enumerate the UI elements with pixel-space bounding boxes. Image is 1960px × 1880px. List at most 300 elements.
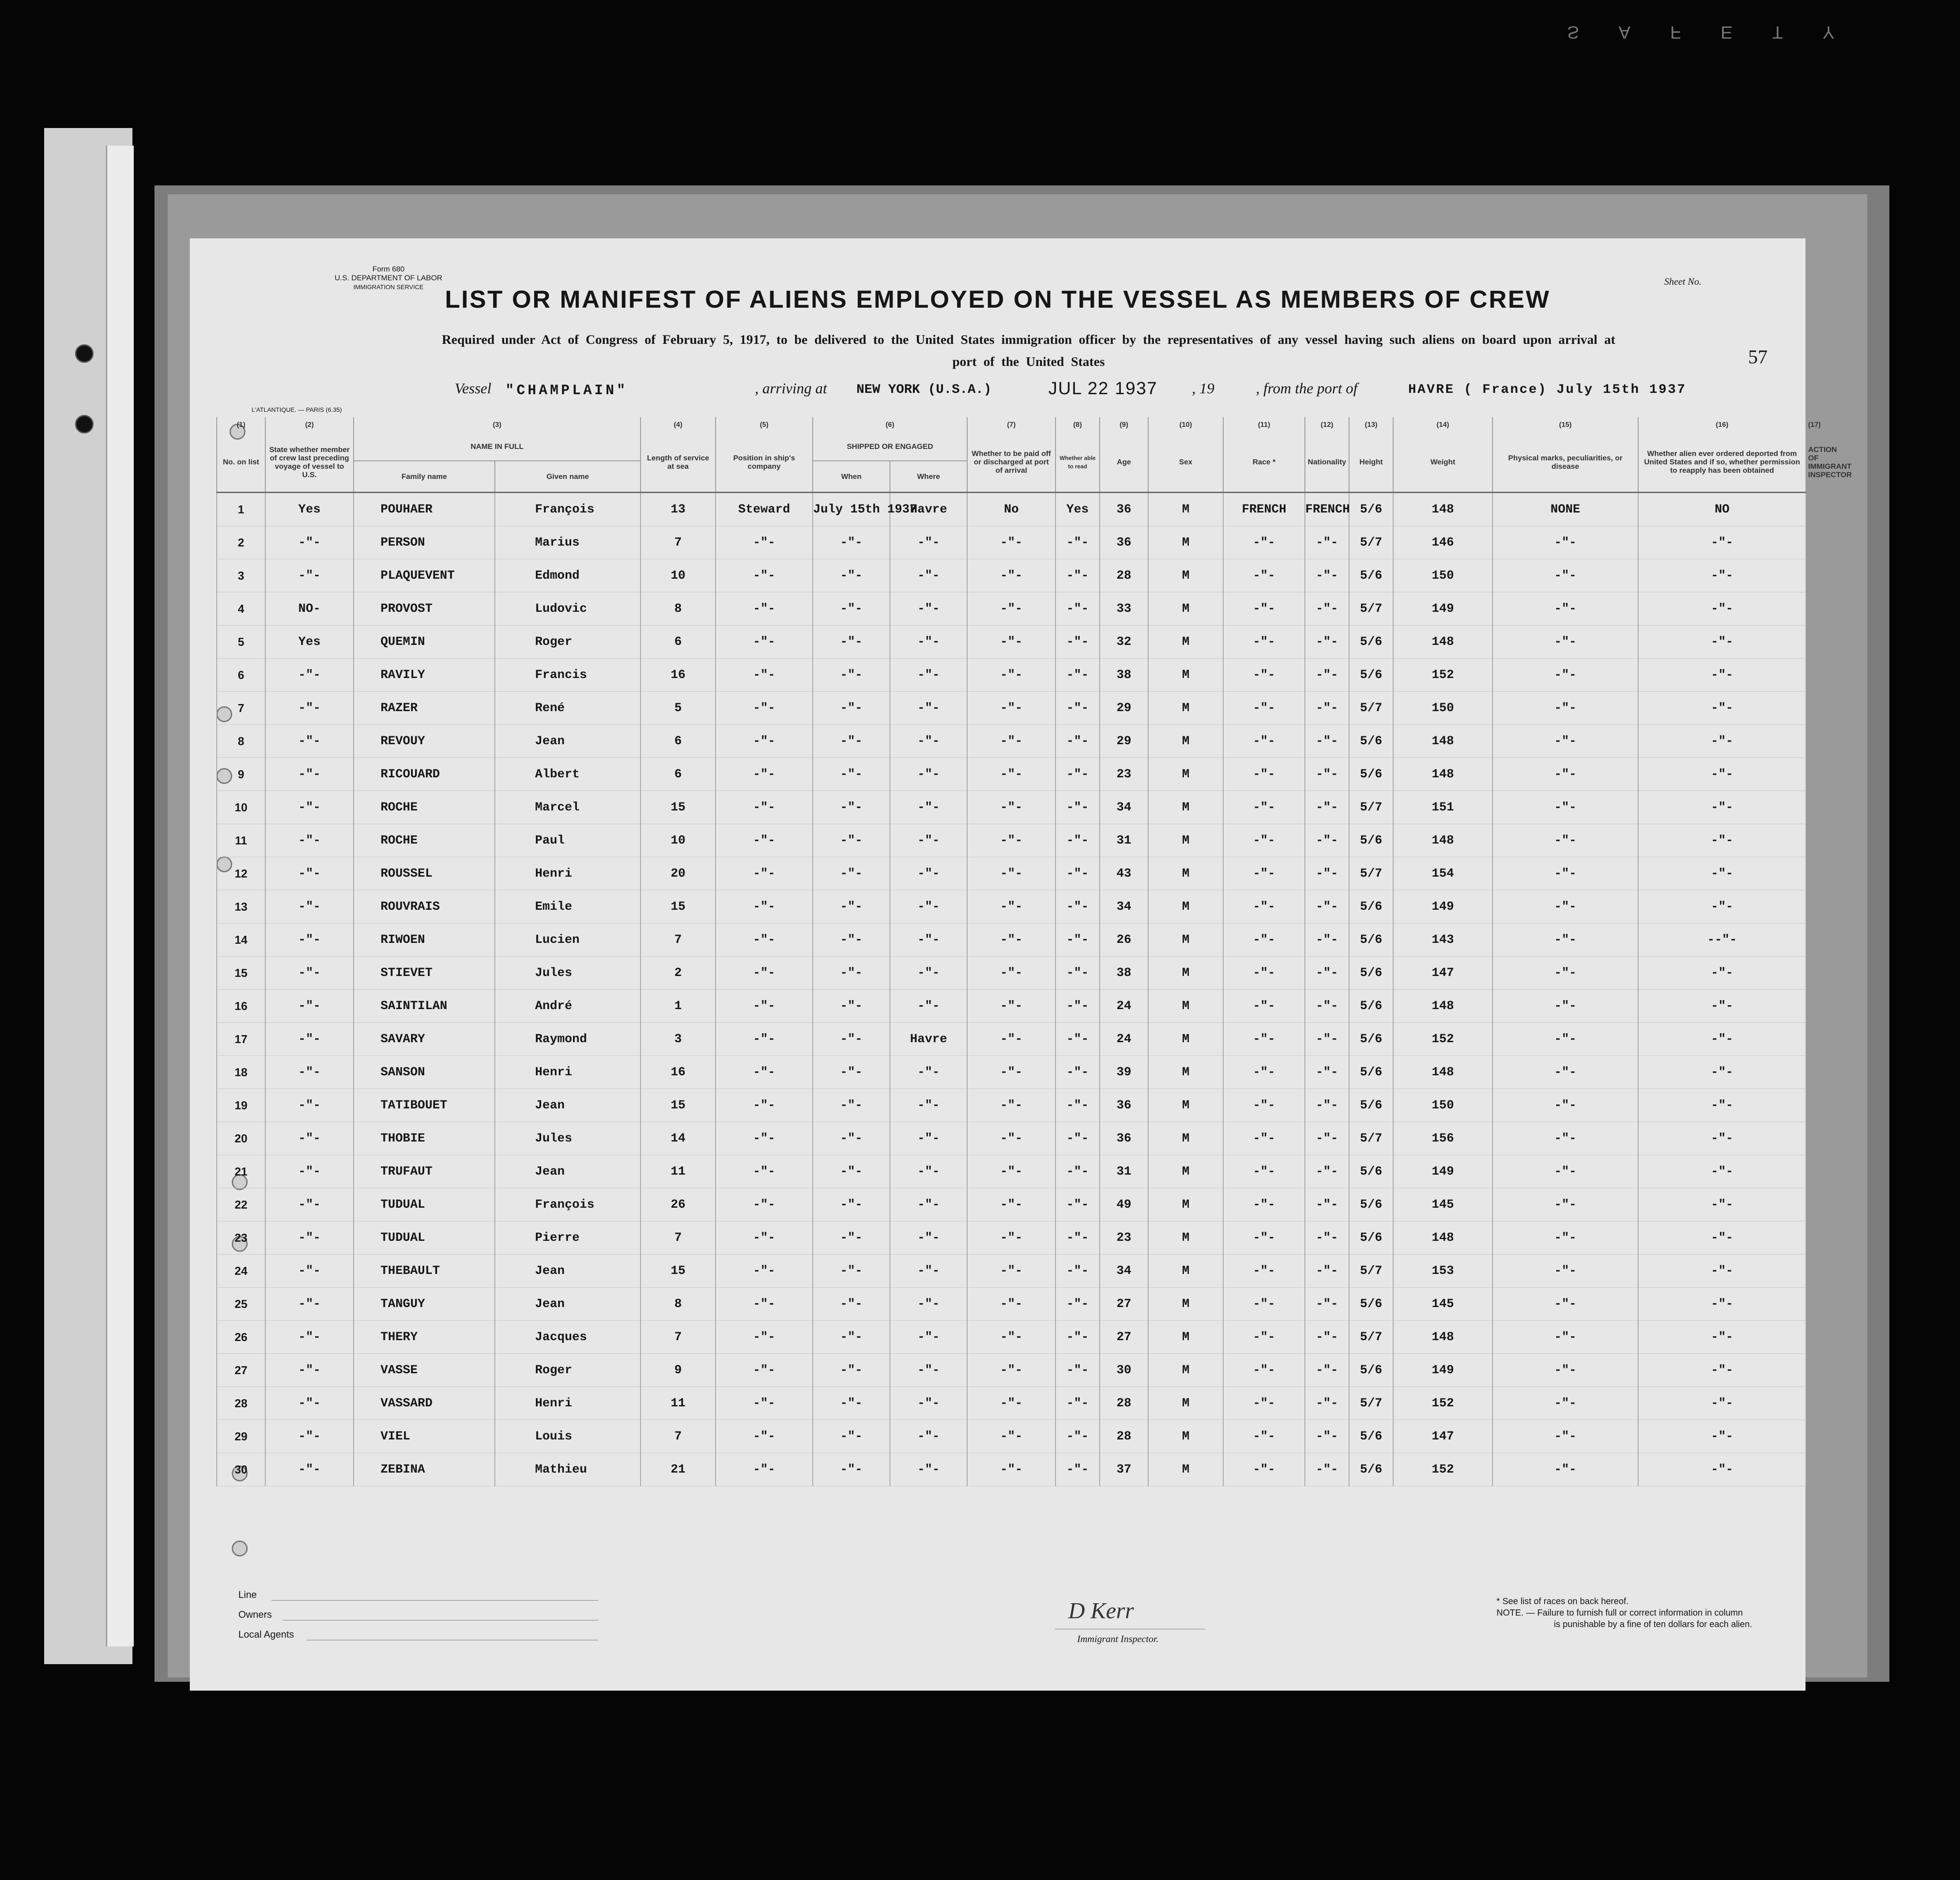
cell-prior-voyage: -"- xyxy=(265,1387,354,1420)
cell-able-to-read: -"- xyxy=(1055,1288,1100,1321)
cell-prior-voyage: -"- xyxy=(265,791,354,824)
cell-shipped-where: Havre xyxy=(890,1023,967,1056)
cell-height: 5/6 xyxy=(1349,1155,1393,1188)
cell-service-length: 16 xyxy=(641,1056,716,1089)
cell-nationality: -"- xyxy=(1305,957,1349,990)
cell-family-name: TUDUAL xyxy=(354,1188,495,1221)
cell-given-name: Jacques xyxy=(495,1321,641,1354)
cell-age: 38 xyxy=(1100,957,1148,990)
cell-nationality: -"- xyxy=(1305,592,1349,625)
cell-given-name: Francis xyxy=(495,659,641,692)
crew-rows xyxy=(217,493,1806,1486)
cell-shipped-where: -"- xyxy=(890,559,967,592)
cell-weight: 143 xyxy=(1393,923,1493,957)
cell-prior-voyage: -"- xyxy=(265,1255,354,1288)
cell-given-name: Marcel xyxy=(495,791,641,824)
cell-race: -"- xyxy=(1223,890,1305,923)
cell-nationality: -"- xyxy=(1305,857,1349,890)
cell-height: 5/6 xyxy=(1349,493,1393,526)
cell-race: -"- xyxy=(1223,1023,1305,1056)
header-name-in-full: NAME IN FULL xyxy=(354,432,641,461)
cell-shipped-when: -"- xyxy=(813,890,890,923)
header-sex: Sex xyxy=(1148,432,1223,493)
cell-paid-off: -"- xyxy=(967,1188,1055,1221)
cell-paid-off: -"- xyxy=(967,1255,1055,1288)
cell-deported: -"- xyxy=(1638,758,1806,791)
cell-shipped-when: -"- xyxy=(813,1255,890,1288)
cell-prior-voyage: -"- xyxy=(265,857,354,890)
cell-row-number: 25 xyxy=(217,1288,265,1321)
cell-row-number: 3 xyxy=(217,559,265,592)
cell-height: 5/6 xyxy=(1349,1221,1393,1255)
cell-shipped-when: -"- xyxy=(813,1453,890,1486)
cell-age: 49 xyxy=(1100,1188,1148,1221)
cell-race: -"- xyxy=(1223,990,1305,1023)
cell-paid-off: -"- xyxy=(967,1089,1055,1122)
cell-nationality: -"- xyxy=(1305,1255,1349,1288)
cell-nationality: -"- xyxy=(1305,990,1349,1023)
cell-shipped-when: -"- xyxy=(813,1221,890,1255)
cell-physical-marks: -"- xyxy=(1493,923,1638,957)
cell-nationality: -"- xyxy=(1305,1420,1349,1453)
cell-paid-off: -"- xyxy=(967,791,1055,824)
cell-position: -"- xyxy=(716,1420,813,1453)
arrival-date-stamp: JUL 22 1937 xyxy=(1048,379,1158,398)
cell-able-to-read: -"- xyxy=(1055,1255,1100,1288)
cell-weight: 149 xyxy=(1393,1354,1493,1387)
cell-service-length: 7 xyxy=(641,526,716,559)
cell-nationality: FRENCH xyxy=(1305,493,1349,526)
cell-age: 39 xyxy=(1100,1056,1148,1089)
cell-physical-marks: -"- xyxy=(1493,1420,1638,1453)
cell-deported: -"- xyxy=(1638,1155,1806,1188)
cell-race: -"- xyxy=(1223,1354,1305,1387)
cell-physical-marks: -"- xyxy=(1493,1155,1638,1188)
cell-prior-voyage: -"- xyxy=(265,1023,354,1056)
cell-deported: -"- xyxy=(1638,1221,1806,1255)
cell-height: 5/6 xyxy=(1349,1288,1393,1321)
cell-given-name: Lucien xyxy=(495,923,641,957)
manifest-table xyxy=(216,417,1806,1486)
col-num: (9) xyxy=(1100,417,1148,432)
cell-able-to-read: -"- xyxy=(1055,957,1100,990)
cell-prior-voyage: -"- xyxy=(265,1221,354,1255)
cell-weight: 147 xyxy=(1393,1420,1493,1453)
cell-shipped-when: -"- xyxy=(813,1354,890,1387)
col-num: (16) xyxy=(1638,417,1806,432)
cell-given-name: René xyxy=(495,692,641,725)
cell-service-length: 15 xyxy=(641,890,716,923)
table-row xyxy=(217,559,1806,592)
cell-shipped-where: -"- xyxy=(890,857,967,890)
cell-prior-voyage: -"- xyxy=(265,1155,354,1188)
cell-physical-marks: -"- xyxy=(1493,990,1638,1023)
col-num: (3) xyxy=(354,417,641,432)
cell-paid-off: -"- xyxy=(967,559,1055,592)
cell-age: 37 xyxy=(1100,1453,1148,1486)
cell-shipped-where: -"- xyxy=(890,791,967,824)
cell-weight: 148 xyxy=(1393,824,1493,857)
cell-paid-off: -"- xyxy=(967,990,1055,1023)
header-deported: Whether alien ever ordered deported from United States and if so, whether permission to reapply has been obtained xyxy=(1638,432,1806,493)
cell-given-name: Jules xyxy=(495,957,641,990)
cell-race: -"- xyxy=(1223,1188,1305,1221)
cell-given-name: Edmond xyxy=(495,559,641,592)
cell-deported: -"- xyxy=(1638,559,1806,592)
cell-row-number: 26 xyxy=(217,1321,265,1354)
cell-given-name: Henri xyxy=(495,857,641,890)
cell-prior-voyage: Yes xyxy=(265,625,354,659)
cell-given-name: François xyxy=(495,1188,641,1221)
col-num: (4) xyxy=(641,417,716,432)
cell-position: -"- xyxy=(716,1221,813,1255)
publisher-line: L'ATLANTIQUE. — PARIS (6.35) xyxy=(252,406,342,413)
header-physical-marks: Physical marks, peculiarities, or disease xyxy=(1493,432,1638,493)
cell-age: 23 xyxy=(1100,1221,1148,1255)
cell-height: 5/7 xyxy=(1349,592,1393,625)
cell-service-length: 6 xyxy=(641,725,716,758)
year-label: , 19 xyxy=(1192,381,1214,397)
cell-height: 5/6 xyxy=(1349,990,1393,1023)
cell-sex: M xyxy=(1148,1056,1223,1089)
cell-deported: --"- xyxy=(1638,923,1806,957)
cell-height: 5/6 xyxy=(1349,559,1393,592)
cell-deported: -"- xyxy=(1638,1453,1806,1486)
cell-age: 36 xyxy=(1100,1122,1148,1155)
cell-physical-marks: -"- xyxy=(1493,791,1638,824)
cell-given-name: Albert xyxy=(495,758,641,791)
cell-family-name: SAINTILAN xyxy=(354,990,495,1023)
cell-deported: -"- xyxy=(1638,592,1806,625)
cell-deported: NO xyxy=(1638,493,1806,526)
cell-deported: -"- xyxy=(1638,725,1806,758)
cell-age: 43 xyxy=(1100,857,1148,890)
cell-deported: -"- xyxy=(1638,1255,1806,1288)
cell-able-to-read: -"- xyxy=(1055,1089,1100,1122)
cell-age: 36 xyxy=(1100,1089,1148,1122)
header-able-to-read: Whether able to read xyxy=(1055,432,1100,493)
header-race: Race * xyxy=(1223,432,1305,493)
inspector-signature: D Kerr xyxy=(1068,1598,1134,1624)
cell-nationality: -"- xyxy=(1305,526,1349,559)
cell-height: 5/7 xyxy=(1349,1321,1393,1354)
col-num: (12) xyxy=(1305,417,1349,432)
cell-nationality: -"- xyxy=(1305,1387,1349,1420)
table-row xyxy=(217,1155,1806,1188)
cell-given-name: Henri xyxy=(495,1056,641,1089)
arriving-port: NEW YORK (U.S.A.) xyxy=(856,382,992,397)
cell-paid-off: -"- xyxy=(967,526,1055,559)
cell-physical-marks: -"- xyxy=(1493,1056,1638,1089)
cell-weight: 150 xyxy=(1393,692,1493,725)
cell-shipped-where: -"- xyxy=(890,1056,967,1089)
table-row xyxy=(217,1122,1806,1155)
cell-shipped-where: -"- xyxy=(890,758,967,791)
cell-shipped-when: -"- xyxy=(813,791,890,824)
cell-age: 24 xyxy=(1100,990,1148,1023)
header-state-whether: State whether member of crew last preceding voyage of vessel to U.S. xyxy=(265,432,354,493)
table-row xyxy=(217,824,1806,857)
cell-paid-off: -"- xyxy=(967,1023,1055,1056)
cell-service-length: 10 xyxy=(641,824,716,857)
cell-age: 24 xyxy=(1100,1023,1148,1056)
table-row xyxy=(217,758,1806,791)
cell-weight: 149 xyxy=(1393,592,1493,625)
cell-paid-off: -"- xyxy=(967,758,1055,791)
cell-deported: -"- xyxy=(1638,791,1806,824)
header-height: Height xyxy=(1349,432,1393,493)
cell-position: -"- xyxy=(716,692,813,725)
cell-nationality: -"- xyxy=(1305,1188,1349,1221)
cell-physical-marks: -"- xyxy=(1493,758,1638,791)
form-number: Form 680 xyxy=(372,265,405,273)
cell-shipped-where: -"- xyxy=(890,1288,967,1321)
cell-race: -"- xyxy=(1223,659,1305,692)
cell-row-number: 16 xyxy=(217,990,265,1023)
header-paid-off: Whether to be paid off or discharged at port of arrival xyxy=(967,432,1055,493)
cell-sex: M xyxy=(1148,1288,1223,1321)
cell-paid-off: -"- xyxy=(967,923,1055,957)
owners-label: Owners xyxy=(238,1609,272,1620)
cell-able-to-read: -"- xyxy=(1055,1354,1100,1387)
table-row xyxy=(217,890,1806,923)
cell-deported: -"- xyxy=(1638,990,1806,1023)
cell-height: 5/6 xyxy=(1349,1056,1393,1089)
cell-deported: -"- xyxy=(1638,1387,1806,1420)
cell-row-number: 13 xyxy=(217,890,265,923)
cell-able-to-read: -"- xyxy=(1055,1155,1100,1188)
cell-physical-marks: -"- xyxy=(1493,957,1638,990)
cell-given-name: Roger xyxy=(495,625,641,659)
cell-sex: M xyxy=(1148,1420,1223,1453)
cell-race: -"- xyxy=(1223,1453,1305,1486)
page-title: LIST OR MANIFEST OF ALIENS EMPLOYED ON THE VESSEL AS MEMBERS OF CREW xyxy=(445,285,1551,313)
cell-given-name: Jean xyxy=(495,1089,641,1122)
cell-shipped-where: -"- xyxy=(890,1255,967,1288)
cell-row-number: 6 xyxy=(217,659,265,692)
cell-service-length: 7 xyxy=(641,1221,716,1255)
cell-sex: M xyxy=(1148,1023,1223,1056)
cell-prior-voyage: -"- xyxy=(265,1122,354,1155)
cell-family-name: TATIBOUET xyxy=(354,1089,495,1122)
cell-service-length: 5 xyxy=(641,692,716,725)
cell-paid-off: -"- xyxy=(967,692,1055,725)
cell-paid-off: -"- xyxy=(967,592,1055,625)
header-no-on-list: No. on list xyxy=(217,432,265,493)
cell-prior-voyage: -"- xyxy=(265,526,354,559)
cell-row-number: 2 xyxy=(217,526,265,559)
cell-nationality: -"- xyxy=(1305,725,1349,758)
cell-family-name: TANGUY xyxy=(354,1288,495,1321)
cell-race: -"- xyxy=(1223,559,1305,592)
cell-service-length: 7 xyxy=(641,1420,716,1453)
cell-deported: -"- xyxy=(1638,1288,1806,1321)
header-length-of-service: Length of service at sea xyxy=(641,432,716,493)
cell-prior-voyage: -"- xyxy=(265,1089,354,1122)
cell-prior-voyage: -"- xyxy=(265,1453,354,1486)
cell-weight: 148 xyxy=(1393,725,1493,758)
col-num: (1) xyxy=(217,417,265,432)
cell-row-number: 14 xyxy=(217,923,265,957)
cell-race: -"- xyxy=(1223,692,1305,725)
cell-age: 34 xyxy=(1100,1255,1148,1288)
cell-sex: M xyxy=(1148,1387,1223,1420)
cell-shipped-where: -"- xyxy=(890,1089,967,1122)
cell-race: -"- xyxy=(1223,1056,1305,1089)
cell-service-length: 16 xyxy=(641,659,716,692)
cell-age: 28 xyxy=(1100,1387,1148,1420)
cell-height: 5/7 xyxy=(1349,1255,1393,1288)
cell-able-to-read: -"- xyxy=(1055,1221,1100,1255)
cell-able-to-read: -"- xyxy=(1055,725,1100,758)
cell-shipped-when: -"- xyxy=(813,957,890,990)
cell-physical-marks: -"- xyxy=(1493,1354,1638,1387)
table-row xyxy=(217,1221,1806,1255)
cell-service-length: 10 xyxy=(641,559,716,592)
binder-hole xyxy=(75,344,94,363)
paper-edge-strip-inner xyxy=(106,146,134,1646)
cell-age: 29 xyxy=(1100,692,1148,725)
cell-age: 29 xyxy=(1100,725,1148,758)
cell-able-to-read: -"- xyxy=(1055,1122,1100,1155)
cell-given-name: André xyxy=(495,990,641,1023)
cell-height: 5/6 xyxy=(1349,725,1393,758)
cell-physical-marks: -"- xyxy=(1493,857,1638,890)
cell-paid-off: -"- xyxy=(967,1221,1055,1255)
cell-row-number: 12 xyxy=(217,857,265,890)
cell-weight: 152 xyxy=(1393,1453,1493,1486)
table-row xyxy=(217,791,1806,824)
cell-prior-voyage: -"- xyxy=(265,758,354,791)
cell-sex: M xyxy=(1148,659,1223,692)
binder-hole xyxy=(75,415,94,433)
cell-age: 33 xyxy=(1100,592,1148,625)
cell-age: 36 xyxy=(1100,526,1148,559)
cell-nationality: -"- xyxy=(1305,659,1349,692)
cell-shipped-when: -"- xyxy=(813,659,890,692)
col-num: (10) xyxy=(1148,417,1223,432)
cell-position: -"- xyxy=(716,923,813,957)
cell-race: -"- xyxy=(1223,592,1305,625)
column-header-row xyxy=(217,432,1806,461)
cell-sex: M xyxy=(1148,1354,1223,1387)
line-label: Line xyxy=(238,1589,257,1600)
cell-race: -"- xyxy=(1223,824,1305,857)
cell-service-length: 15 xyxy=(641,1255,716,1288)
cell-shipped-when: -"- xyxy=(813,559,890,592)
cell-position: -"- xyxy=(716,1056,813,1089)
cell-service-length: 7 xyxy=(641,923,716,957)
cell-deported: -"- xyxy=(1638,526,1806,559)
cell-position: -"- xyxy=(716,1387,813,1420)
cell-prior-voyage: Yes xyxy=(265,493,354,526)
cell-shipped-where: -"- xyxy=(890,1188,967,1221)
cell-paid-off: -"- xyxy=(967,1288,1055,1321)
cell-family-name: SAVARY xyxy=(354,1023,495,1056)
cell-sex: M xyxy=(1148,526,1223,559)
cell-given-name: Roger xyxy=(495,1354,641,1387)
cell-nationality: -"- xyxy=(1305,890,1349,923)
cell-sex: M xyxy=(1148,923,1223,957)
cell-deported: -"- xyxy=(1638,625,1806,659)
cell-shipped-where: -"- xyxy=(890,1354,967,1387)
cell-deported: -"- xyxy=(1638,824,1806,857)
cell-shipped-when: -"- xyxy=(813,1089,890,1122)
cell-sex: M xyxy=(1148,1122,1223,1155)
cell-row-number: 24 xyxy=(217,1255,265,1288)
cell-race: -"- xyxy=(1223,1155,1305,1188)
table-row xyxy=(217,493,1806,526)
cell-sex: M xyxy=(1148,890,1223,923)
cell-family-name: REVOUY xyxy=(354,725,495,758)
cell-row-number: 1 xyxy=(217,493,265,526)
line-rule xyxy=(271,1600,598,1601)
cell-shipped-where: -"- xyxy=(890,1122,967,1155)
cell-race: -"- xyxy=(1223,1420,1305,1453)
cell-nationality: -"- xyxy=(1305,1221,1349,1255)
cell-prior-voyage: -"- xyxy=(265,1188,354,1221)
cell-deported: -"- xyxy=(1638,857,1806,890)
col-num: (5) xyxy=(716,417,813,432)
cell-able-to-read: -"- xyxy=(1055,758,1100,791)
cell-prior-voyage: -"- xyxy=(265,990,354,1023)
cell-shipped-when: -"- xyxy=(813,725,890,758)
cell-physical-marks: -"- xyxy=(1493,592,1638,625)
cell-sex: M xyxy=(1148,1188,1223,1221)
table-row xyxy=(217,659,1806,692)
cell-given-name: Jean xyxy=(495,1288,641,1321)
table-row xyxy=(217,1321,1806,1354)
cell-height: 5/6 xyxy=(1349,1188,1393,1221)
cell-able-to-read: Yes xyxy=(1055,493,1100,526)
table-row xyxy=(217,725,1806,758)
form-department: U.S. DEPARTMENT OF LABOR xyxy=(335,274,442,282)
cell-weight: 148 xyxy=(1393,1056,1493,1089)
cell-service-length: 3 xyxy=(641,1023,716,1056)
cell-position: -"- xyxy=(716,1354,813,1387)
cell-nationality: -"- xyxy=(1305,824,1349,857)
table-row xyxy=(217,1354,1806,1387)
cell-height: 5/6 xyxy=(1349,890,1393,923)
cell-family-name: POUHAER xyxy=(354,493,495,526)
cell-shipped-where: -"- xyxy=(890,1453,967,1486)
cell-position: -"- xyxy=(716,1288,813,1321)
cell-row-number: 4 xyxy=(217,592,265,625)
cell-weight: 149 xyxy=(1393,1155,1493,1188)
note-races: * See list of races on back hereof. xyxy=(1496,1597,1629,1606)
cell-weight: 148 xyxy=(1393,1321,1493,1354)
cell-paid-off: -"- xyxy=(967,1122,1055,1155)
vessel-label: Vessel xyxy=(455,381,492,397)
cell-weight: 150 xyxy=(1393,559,1493,592)
cell-shipped-where: -"- xyxy=(890,890,967,923)
cell-physical-marks: -"- xyxy=(1493,526,1638,559)
cell-weight: 151 xyxy=(1393,791,1493,824)
col-num: (11) xyxy=(1223,417,1305,432)
subtitle-line-2: port of the United States xyxy=(952,354,1105,369)
cell-deported: -"- xyxy=(1638,1023,1806,1056)
cell-service-length: 8 xyxy=(641,1288,716,1321)
cell-row-number: 21 xyxy=(217,1155,265,1188)
cell-able-to-read: -"- xyxy=(1055,592,1100,625)
cell-position: -"- xyxy=(716,1023,813,1056)
from-port-label: , from the port of xyxy=(1256,381,1358,397)
cell-service-length: 11 xyxy=(641,1387,716,1420)
cell-weight: 148 xyxy=(1393,625,1493,659)
cell-shipped-when: -"- xyxy=(813,824,890,857)
cell-deported: -"- xyxy=(1638,1056,1806,1089)
cell-age: 34 xyxy=(1100,890,1148,923)
